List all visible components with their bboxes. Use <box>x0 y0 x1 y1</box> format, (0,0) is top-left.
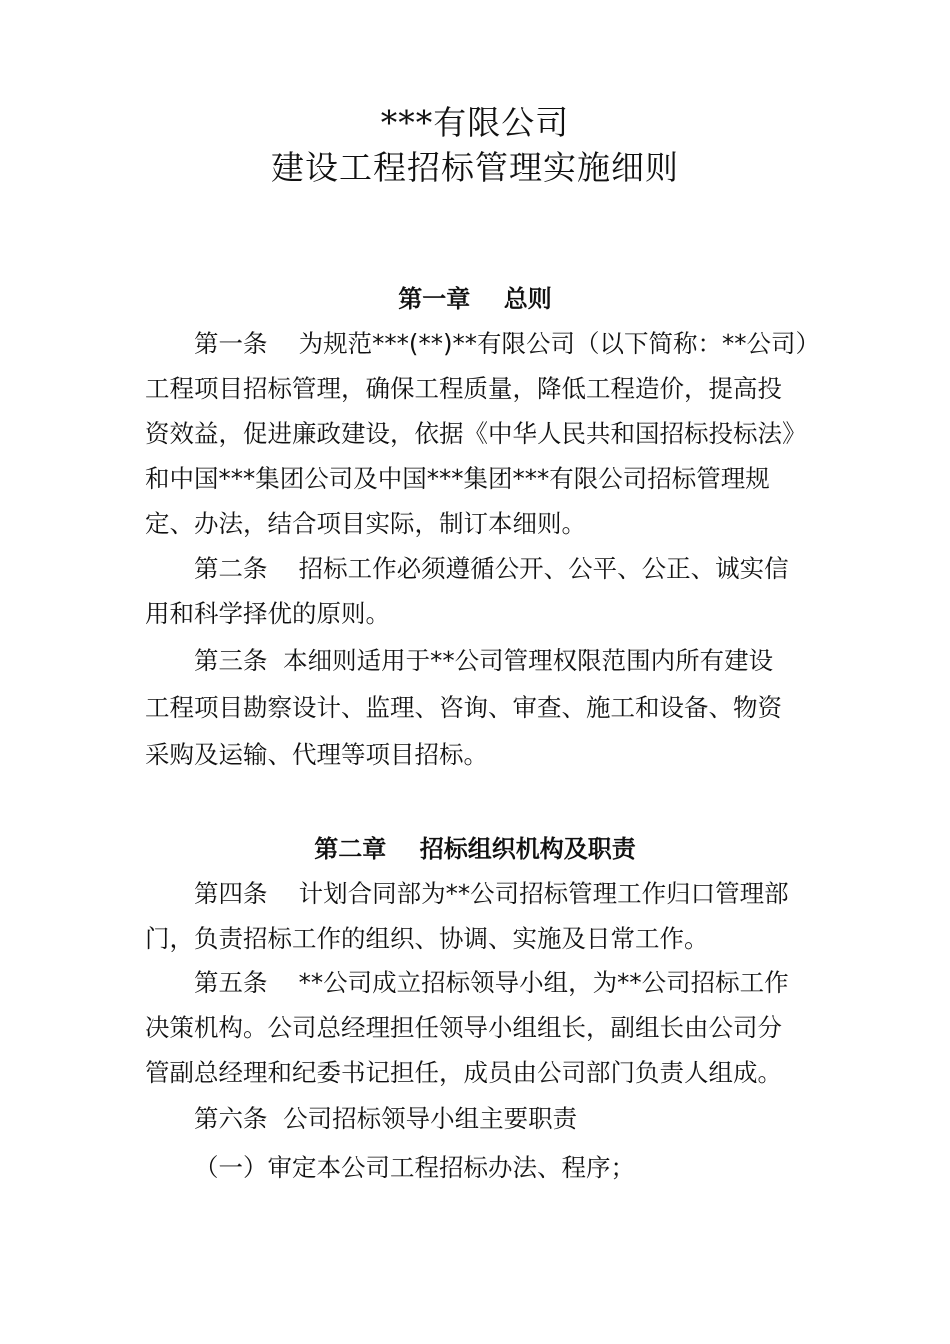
paragraph-line: 用和科学择优的原则。 <box>145 599 390 628</box>
chapter-1-heading: 第一章 总则 <box>398 285 552 313</box>
paragraph-line: 工程项目勘察设计、监理、咨询、审查、施工和设备、物资 <box>145 693 782 722</box>
paragraph-line: 采购及运输、代理等项目招标。 <box>145 740 488 769</box>
paragraph-line: 和中国***集团公司及中国***集团***有限公司招标管理规 <box>145 464 770 493</box>
paragraph-line: 第四条 计划合同部为**公司招标管理工作归口管理部 <box>194 879 789 908</box>
paragraph-line: 第一条 为规范***(**)**有限公司（以下简称：**公司） <box>194 329 821 358</box>
paragraph-line: 决策机构。公司总经理担任领导小组组长，副组长由公司分 <box>145 1013 782 1042</box>
paragraph-line: 第六条 公司招标领导小组主要职责 <box>194 1104 578 1133</box>
paragraph-line: 第二条 招标工作必须遵循公开、公平、公正、诚实信 <box>194 554 789 583</box>
document-title-company: ***有限公司 <box>380 103 570 142</box>
paragraph-line: 门，负责招标工作的组织、协调、实施及日常工作。 <box>145 924 709 953</box>
paragraph-line: 第五条 **公司成立招标领导小组，为**公司招标工作 <box>194 968 789 997</box>
paragraph-line: 第三条 本细则适用于**公司管理权限范围内所有建设 <box>194 646 774 675</box>
document-title-main: 建设工程招标管理实施细则 <box>271 148 679 187</box>
paragraph-line: （一）审定本公司工程招标办法、程序； <box>194 1153 635 1182</box>
paragraph-line: 工程项目招标管理，确保工程质量，降低工程造价，提高投 <box>145 374 782 403</box>
paragraph-line: 管副总经理和纪委书记担任，成员由公司部门负责人组成。 <box>145 1058 782 1087</box>
paragraph-line: 资效益，促进廉政建设，依据《中华人民共和国招标投标法》 <box>145 419 807 448</box>
chapter-2-heading: 第二章 招标组织机构及职责 <box>314 835 636 863</box>
paragraph-line: 定、办法，结合项目实际，制订本细则。 <box>145 509 586 538</box>
